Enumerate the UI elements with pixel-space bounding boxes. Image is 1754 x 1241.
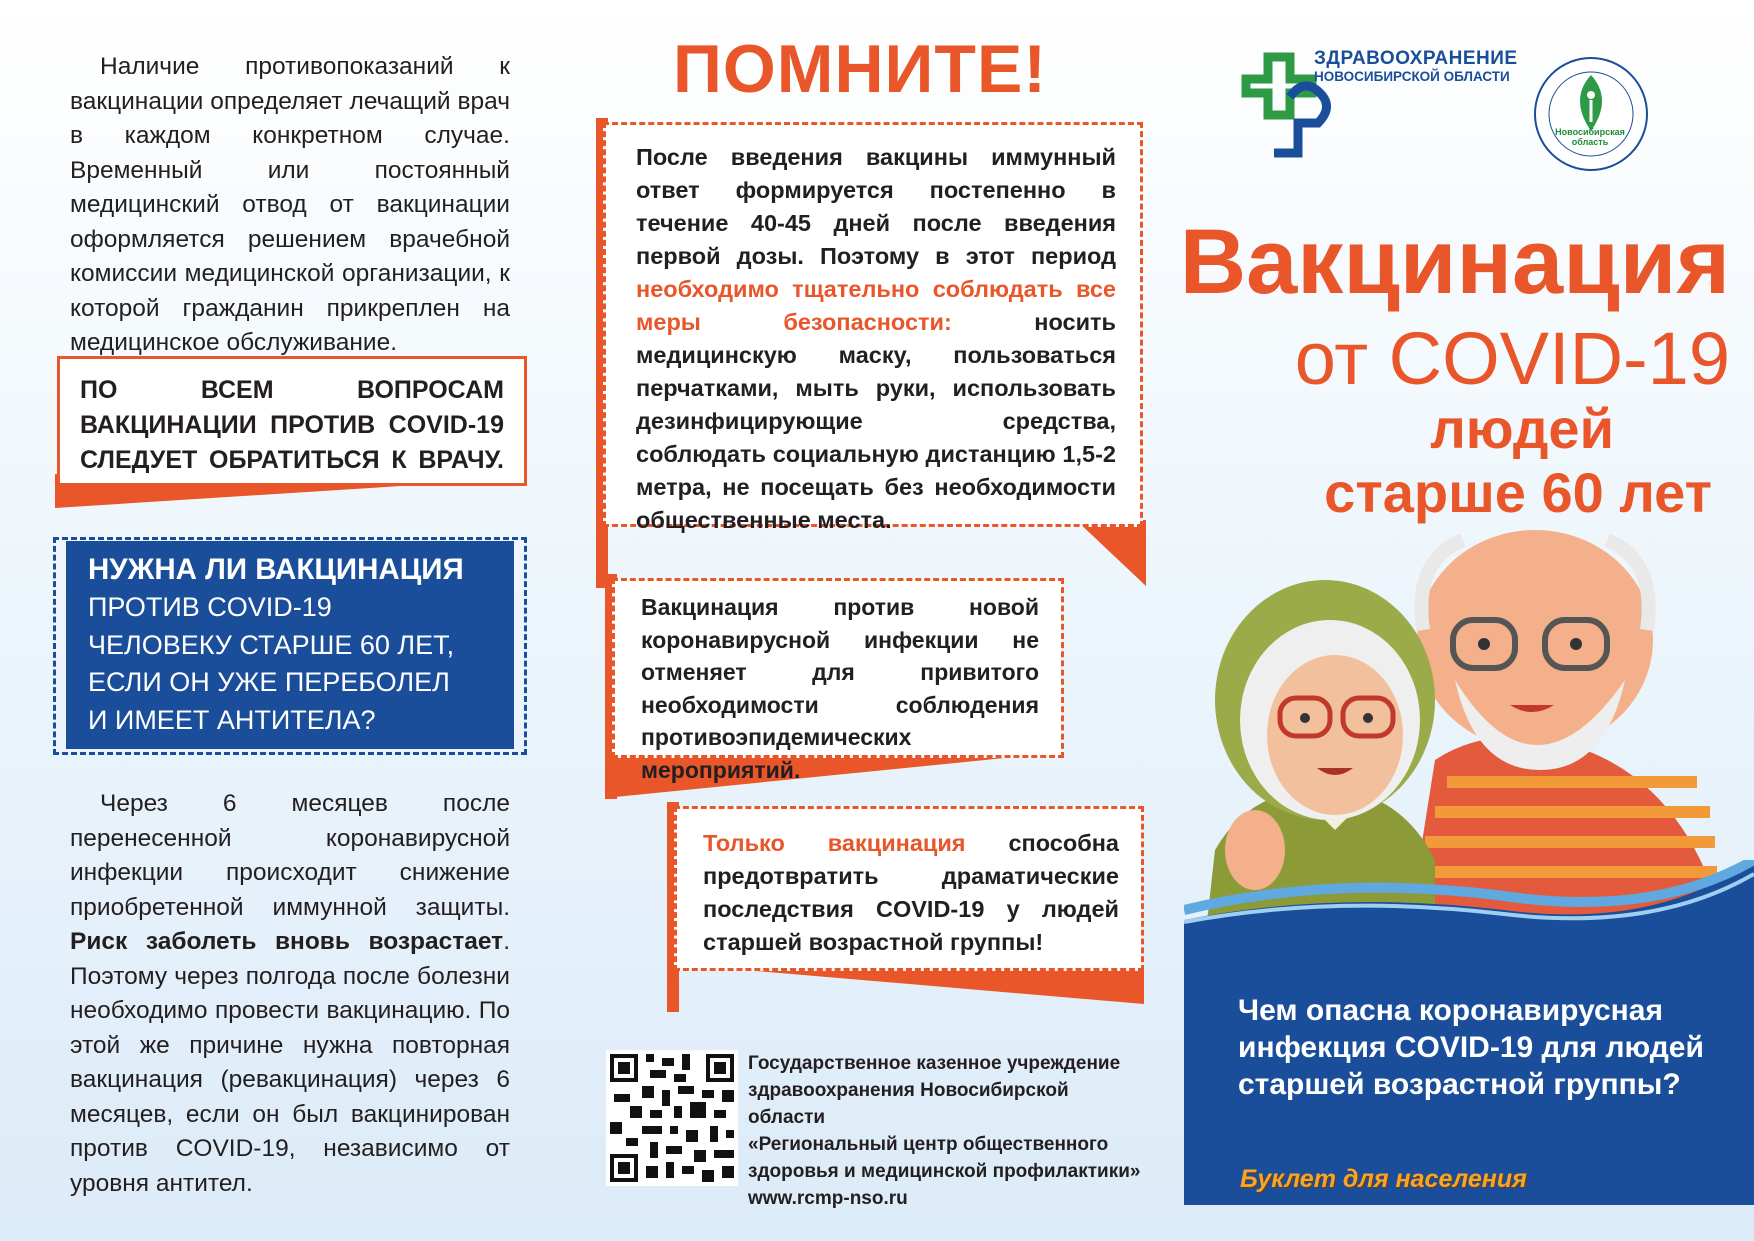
only-vaccination-rest: способна предотвратить драматические последствия COVID-19 у людей старшей возрастной группы! [703, 830, 1119, 955]
remember-heading: ПОМНИТЕ! [673, 31, 1047, 107]
question-heading: НУЖНА ЛИ ВАКЦИНАЦИЯ [88, 553, 464, 586]
health-logo-subtitle: НОВОСИБИРСКОЙ ОБЛАСТИ [1314, 69, 1510, 84]
immune-text-end: носить медицинскую маску, пользоваться перчатками, мыть руки, использовать дезинфицирующие средства, соблюдать социальную дистанцию 1,5-2 метра, не посещать без необходимости общественные места. [636, 309, 1116, 533]
revaccination-text-start: Через 6 месяцев после перенесенной коронавирусной инфекции происходит снижение приобретенной иммунной защиты. [70, 790, 510, 921]
only-vaccination-text [703, 827, 1119, 959]
organization-info [748, 1050, 1148, 1212]
immune-response-box [603, 122, 1143, 533]
question-line: ПРОТИВ COVID-19 [88, 592, 332, 622]
only-vaccination-highlight: Только вакцинация [703, 830, 966, 856]
measures-text: Вакцинация против новой коронавирусной инфекции не отменяет для привитого необходимости соблюдения противоэпидемических мероприятий. [641, 594, 1039, 783]
question-line: И ИМЕЕТ АНТИТЕЛА? [88, 704, 376, 735]
contraindications-paragraph: Наличие противопоказаний к вакцинации определяет лечащий врач в каждом конкретном случае. Временный или постоянный медицинский отвод от вакцинации оформляется решением врачебной комиссии медицинской организации, к которой гражданин прикреплен на медицинское обслуживание. [70, 53, 510, 356]
booklet-audience-label: Буклет для населения [1240, 1165, 1527, 1193]
revaccination-paragraph [70, 787, 510, 1201]
question-line: ЕСЛИ ОН УЖЕ ПЕРЕБОЛЕЛ [88, 667, 450, 697]
org-website-link[interactable]: www.rcmp-nso.ru [748, 1188, 908, 1209]
prevention-logo-name-line: Новосибирская [1555, 127, 1625, 137]
booklet-title [1170, 212, 1730, 526]
prevention-logo-name-line: область [1571, 137, 1609, 147]
revaccination-question-box [66, 541, 514, 749]
danger-question: Чем опасна коронавирусная инфекция COVID-19 для людей старшей возрастной группы? [1238, 994, 1704, 1101]
title-covid: от COVID-19 [1294, 317, 1730, 400]
qr-code-icon[interactable] [606, 1050, 738, 1186]
measures-box [612, 578, 1064, 783]
immune-safety-highlight: необходимо тщательно соблюдать все меры безопасности: [636, 276, 1116, 335]
prevention-logo-name [1554, 127, 1626, 147]
title-vaccination: Вакцинация [1179, 211, 1730, 313]
immune-response-text [636, 141, 1116, 537]
title-people: людей [1430, 397, 1614, 460]
org-line: здоровья и медицинской профилактики» [748, 1161, 1141, 1182]
title-age: старше 60 лет [1324, 461, 1712, 524]
org-line: «Региональный центр общественного [748, 1134, 1109, 1155]
org-line: Государственное казенное учреждение [748, 1053, 1121, 1074]
health-logo-title: ЗДРАВООХРАНЕНИЕ [1314, 48, 1518, 69]
contact-doctor-box [57, 356, 527, 486]
prevention-center-logo-icon [1532, 55, 1650, 173]
immune-text-start: После введения вакцины иммунный ответ формируется постепенно в течение 40-45 дней после введения первой дозы. Поэтому в этот период [636, 144, 1116, 269]
only-vaccination-box [674, 806, 1144, 971]
revaccination-risk-bold: Риск заболеть вновь возрастает [70, 928, 504, 955]
contact-doctor-text: ПО ВСЕМ ВОПРОСАМ ВАКЦИНАЦИИ ПРОТИВ COVID-19 СЛЕДУЕТ ОБРАТИТЬСЯ К ВРАЧУ. [80, 376, 504, 474]
org-line: здравоохранения Новосибирской области [748, 1080, 1069, 1128]
question-line: ЧЕЛОВЕКУ СТАРШЕ 60 ЛЕТ, [88, 629, 455, 660]
revaccination-text-end: . Поэтому через полгода после болезни необходимо провести вакцинацию. По этой же причине нужна повторная вакцинация (ревакцинация) через 6 месяцев, если он был вакцинирован против COVID-19, независимо от уровня антител. [70, 928, 510, 1197]
